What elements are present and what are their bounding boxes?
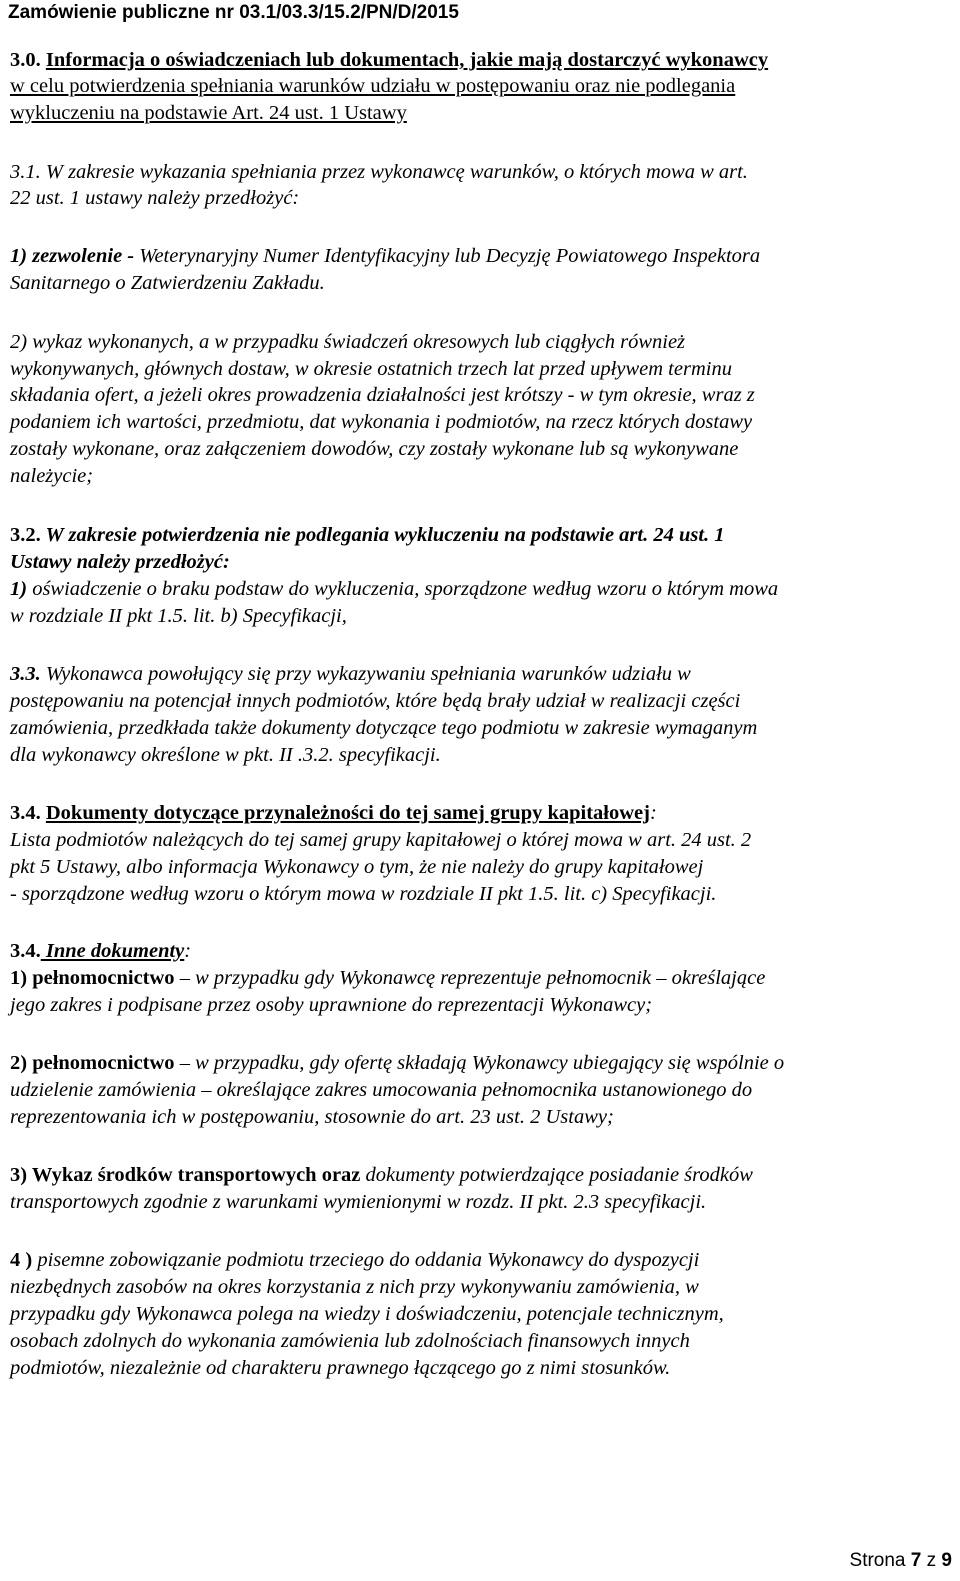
section-3-1-item-1 — [10, 244, 952, 268]
section-3-4-other-title: Inne dokumenty — [40, 940, 185, 962]
section-3-0-line-2: w celu potwierdzenia spełniania warunków udziału w postępowaniu oraz nie podlegania — [10, 75, 736, 97]
page-number — [850, 1550, 952, 1572]
section-3-4-colon: : — [649, 802, 657, 824]
section-3-1-item-2-line-6: należycie; — [10, 465, 94, 487]
section-3-1-item-2-line-1: 2) wykaz wykonanych, a w przypadku świadczeń okresowych lub ciągłych również — [10, 331, 686, 353]
other-item-4-label: 4 ) — [10, 1249, 33, 1271]
section-3-1-item-2-line-3: składania ofert, a jeżeli okres prowadzenia działalności jest krótszy - w tym okresie, wraz z — [10, 384, 755, 406]
item-1-text: oświadczenie o braku podstaw do wykluczenia, sporządzone według wzoru o którym mowa — [27, 578, 779, 600]
other-item-2-text: – w przypadku, gdy ofertę składają Wykonawcy ubiegający się wspólnie o — [174, 1052, 785, 1074]
section-3-1-item-1-line-2: Sanitarnego o Zatwierdzeniu Zakładu. — [10, 272, 325, 294]
section-3-1-text-1: 3.1. W zakresie wykazania spełniania przez wykonawcę warunków, o których mowa w art. — [10, 161, 748, 183]
other-item-4-line-4: osobach zdolnych do wykonania zamówienia lub zdolnościach finansowych innych — [10, 1330, 690, 1352]
other-item-1-label: 1) pełnomocnictwo — [10, 967, 175, 989]
other-item-3-text: dokumenty potwierdzające posiadanie środków — [360, 1164, 753, 1186]
section-3-3-line-3: zamówienia, przedkłada także dokumenty dotyczące tego podmiotu w zakresie wymaganym — [10, 717, 758, 739]
section-3-3-text-1: Wykonawca powołujący się przy wykazywaniu spełniania warunków udziału w — [40, 663, 691, 685]
section-3-3-line-4: dla wykonawcy określone w pkt. II .3.2. specyfikacji. — [10, 744, 441, 766]
section-3-2-title-1: W zakresie potwierdzenia nie podlegania wykluczeniu na podstawie art. 24 ust. 1 — [40, 524, 725, 546]
document-header: Zamówienie publiczne nr 03.1/03.3/15.2/PN/D/2015 — [8, 2, 459, 23]
section-3-0-line-3: wykluczeniu na podstawie Art. 24 ust. 1 Ustawy — [10, 102, 407, 124]
item-1-label: 1) zezwolenie - — [10, 245, 135, 267]
other-item-4 — [10, 1248, 952, 1272]
other-item-2-line-3: reprezentowania ich w postępowaniu, stosownie do art. 23 ust. 2 Ustawy; — [10, 1106, 614, 1128]
other-item-3 — [10, 1163, 952, 1187]
section-3-1-item-2-line-2: wykonywanych, głównych dostaw, w okresie ostatnich trzech lat przed upływem terminu — [10, 358, 732, 380]
section-3-0-title-1: Informacja o oświadczeniach lub dokumentach, jakie mają dostarczyć wykonawcy — [45, 49, 769, 71]
section-3-3-number: 3.3. — [10, 663, 41, 685]
other-item-4-text: pisemne zobowiązanie podmiotu trzeciego do oddania Wykonawcy do dyspozycji — [32, 1249, 700, 1271]
section-3-2-line-1 — [10, 523, 952, 547]
section-3-1-item-2-line-4: podaniem ich wartości, przedmiotu, dat wykonania i podmiotów, na rzecz których dostawy — [10, 411, 753, 433]
other-item-2 — [10, 1051, 952, 1075]
section-3-2-item-1-line-2: w rozdziale II pkt 1.5. lit. b) Specyfikacji, — [10, 605, 347, 627]
section-3-2-item-1 — [10, 577, 952, 601]
page-number-total: 9 — [941, 1550, 952, 1571]
section-3-2-line-2: Ustawy należy przedłożyć: — [10, 551, 230, 573]
other-item-1-line-2: jego zakres i podpisane przez osoby uprawnione do reprezentacji Wykonawcy; — [10, 994, 653, 1016]
other-item-2-label: 2) pełnomocnictwo — [10, 1052, 175, 1074]
other-item-4-line-3: przypadku gdy Wykonawca polega na wiedzy i doświadczeniu, potencjale technicznym, — [10, 1303, 724, 1325]
section-3-4-title: Dokumenty dotyczące przynależności do tej samej grupy kapitałowej — [45, 802, 650, 824]
other-item-3-line-2: transportowych zgodnie z warunkami wymienionymi w rozdz. II pkt. 2.3 specyfikacji. — [10, 1191, 707, 1213]
other-item-4-line-2: niezbędnych zasobów na okres korzystania z nich przy wykonywaniu zamówienia, w — [10, 1276, 699, 1298]
section-3-1-line-1 — [10, 160, 952, 184]
item-1-number: 1) — [10, 578, 28, 600]
item-1-text: Weterynaryjny Numer Identyfikacyjny lub Decyzję Powiatowego Inspektora — [134, 245, 761, 267]
section-3-4-number: 3.4. — [10, 802, 41, 824]
section-3-4-group-line-2: pkt 5 Ustawy, albo informacja Wykonawcy o tym, że nie należy do grupy kapitałowej — [10, 856, 704, 878]
section-3-3-line-2: postępowaniu na potencjał innych podmiotów, które będą brały udział w realizacji części — [10, 690, 741, 712]
other-item-2-line-2: udzielenie zamówienia – określające zakres umocowania pełnomocnika ustanowionego do — [10, 1079, 753, 1101]
section-3-0-number: 3.0. — [10, 49, 41, 71]
other-item-4-line-5: podmiotów, niezależnie od charakteru prawnego łączącego go z nimi stosunków. — [10, 1357, 671, 1379]
section-3-4-group-heading — [10, 801, 952, 825]
page-number-prefix: Strona — [849, 1550, 911, 1571]
section-3-4-group-line-1: Lista podmiotów należących do tej samej grupy kapitałowej o której mowa w art. 24 ust. 2 — [10, 829, 752, 851]
section-3-3-line-1 — [10, 662, 952, 686]
page-number-sep: z — [921, 1550, 942, 1571]
other-item-1-text: – w przypadku gdy Wykonawcę reprezentuje pełnomocnik – określające — [174, 967, 766, 989]
section-3-2-number: 3.2. — [10, 524, 41, 546]
section-3-4-other-colon: : — [184, 940, 192, 962]
section-3-4-other-number: 3.4. — [10, 940, 41, 962]
page-number-current: 7 — [910, 1550, 922, 1571]
other-item-3-label: 3) Wykaz środków transportowych oraz — [10, 1164, 361, 1186]
section-3-4-group-line-3: - sporządzone według wzoru o którym mowa w rozdziale II pkt 1.5. lit. c) Specyfikacji. — [10, 883, 717, 905]
other-item-1 — [10, 966, 952, 990]
section-3-1-item-2-line-5: zostały wykonane, oraz załączeniem dowodów, czy zostały wykonane lub są wykonywane — [10, 438, 739, 460]
section-3-0-line-1 — [10, 48, 952, 72]
section-3-4-other-heading — [10, 939, 952, 963]
section-3-1-line-2: 22 ust. 1 ustawy należy przedłożyć: — [10, 187, 300, 209]
